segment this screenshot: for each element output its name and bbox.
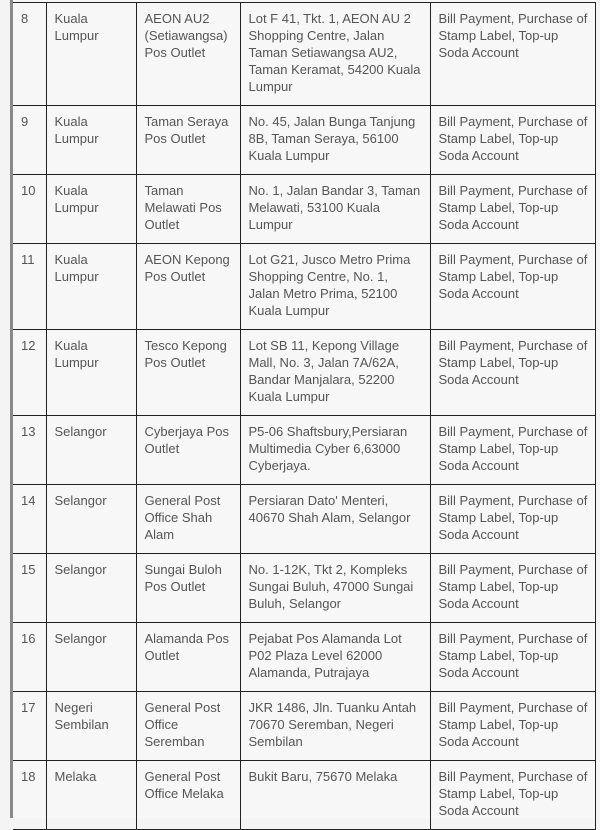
row-number: 17 — [13, 692, 46, 761]
row-number: 10 — [13, 175, 46, 244]
row-number: 14 — [13, 485, 46, 554]
row-number: 8 — [13, 3, 46, 106]
table-row — [13, 244, 595, 330]
row-number: 15 — [13, 554, 46, 623]
state-cell: Kuala Lumpur — [46, 106, 136, 175]
row-number: 12 — [13, 330, 46, 416]
outlet-name-cell: Sungai Buloh Pos Outlet — [136, 554, 240, 623]
table-row — [13, 330, 595, 416]
state-cell: Negeri Sembilan — [46, 692, 136, 761]
row-number: 16 — [13, 623, 46, 692]
state-cell: Selangor — [46, 416, 136, 485]
outlet-name-cell: General Post Office Seremban — [136, 692, 240, 761]
services-cell: Bill Payment, Purchase of Stamp Label, Top-up Soda Account — [430, 175, 595, 244]
table-row — [13, 761, 595, 830]
row-number: 13 — [13, 416, 46, 485]
outlet-name-cell: AEON Kepong Pos Outlet — [136, 244, 240, 330]
state-cell: Kuala Lumpur — [46, 330, 136, 416]
outlet-table-container — [10, 0, 596, 818]
services-cell: Bill Payment, Purchase of Stamp Label, Top-up Soda Account — [430, 106, 595, 175]
outlet-name-cell: Taman Melawati Pos Outlet — [136, 175, 240, 244]
address-cell: Lot SB 11, Kepong Village Mall, No. 3, Jalan 7A/62A, Bandar Manjalara, 52200 Kuala Lumpur — [240, 330, 430, 416]
pos-outlet-table — [13, 2, 596, 830]
state-cell: Selangor — [46, 554, 136, 623]
services-cell: Bill Payment, Purchase of Stamp Label, Top-up Soda Account — [430, 692, 595, 761]
services-cell: Bill Payment, Purchase of Stamp Label, Top-up Soda Account — [430, 554, 595, 623]
table-row — [13, 175, 595, 244]
address-cell: JKR 1486, Jln. Tuanku Antah 70670 Seremban, Negeri Sembilan — [240, 692, 430, 761]
row-number: 11 — [13, 244, 46, 330]
row-number: 18 — [13, 761, 46, 830]
address-cell: P5-06 Shaftsbury,Persiaran Multimedia Cyber 6,63000 Cyberjaya. — [240, 416, 430, 485]
services-cell: Bill Payment, Purchase of Stamp Label, Top-up Soda Account — [430, 244, 595, 330]
address-cell: Persiaran Dato' Menteri, 40670 Shah Alam, Selangor — [240, 485, 430, 554]
outlet-name-cell: Taman Seraya Pos Outlet — [136, 106, 240, 175]
address-cell: Lot G21, Jusco Metro Prima Shopping Centre, No. 1, Jalan Metro Prima, 52100 Kuala Lumpur — [240, 244, 430, 330]
services-cell: Bill Payment, Purchase of Stamp Label, Top-up Soda Account — [430, 330, 595, 416]
state-cell: Melaka — [46, 761, 136, 830]
services-cell: Bill Payment, Purchase of Stamp Label, Top-up Soda Account — [430, 761, 595, 830]
services-cell: Bill Payment, Purchase of Stamp Label, Top-up Soda Account — [430, 3, 595, 106]
table-row — [13, 623, 595, 692]
address-cell: Pejabat Pos Alamanda Lot P02 Plaza Level 62000 Alamanda, Putrajaya — [240, 623, 430, 692]
outlet-name-cell: Tesco Kepong Pos Outlet — [136, 330, 240, 416]
address-cell: No. 45, Jalan Bunga Tanjung 8B, Taman Seraya, 56100 Kuala Lumpur — [240, 106, 430, 175]
table-row — [13, 106, 595, 175]
outlet-name-cell: Cyberjaya Pos Outlet — [136, 416, 240, 485]
services-cell: Bill Payment, Purchase of Stamp Label, Top-up Soda Account — [430, 485, 595, 554]
services-cell: Bill Payment, Purchase of Stamp Label, Top-up Soda Account — [430, 416, 595, 485]
outlet-name-cell: General Post Office Melaka — [136, 761, 240, 830]
table-row — [13, 416, 595, 485]
address-cell: Bukit Baru, 75670 Melaka — [240, 761, 430, 830]
state-cell: Kuala Lumpur — [46, 3, 136, 106]
row-number: 9 — [13, 106, 46, 175]
table-row — [13, 485, 595, 554]
address-cell: No. 1, Jalan Bandar 3, Taman Melawati, 53100 Kuala Lumpur — [240, 175, 430, 244]
state-cell: Kuala Lumpur — [46, 175, 136, 244]
table-row — [13, 3, 595, 106]
state-cell: Selangor — [46, 623, 136, 692]
state-cell: Selangor — [46, 485, 136, 554]
table-row — [13, 554, 595, 623]
outlet-name-cell: General Post Office Shah Alam — [136, 485, 240, 554]
address-cell: No. 1-12K, Tkt 2, Kompleks Sungai Buluh, 47000 Sungai Buluh, Selangor — [240, 554, 430, 623]
address-cell: Lot F 41, Tkt. 1, AEON AU 2 Shopping Centre, Jalan Taman Setiawangsa AU2, Taman Keramat, 54200 Kuala Lumpur — [240, 3, 430, 106]
table-row — [13, 692, 595, 761]
services-cell: Bill Payment, Purchase of Stamp Label, Top-up Soda Account — [430, 623, 595, 692]
state-cell: Kuala Lumpur — [46, 244, 136, 330]
outlet-name-cell: AEON AU2 (Setiawangsa) Pos Outlet — [136, 3, 240, 106]
outlet-name-cell: Alamanda Pos Outlet — [136, 623, 240, 692]
